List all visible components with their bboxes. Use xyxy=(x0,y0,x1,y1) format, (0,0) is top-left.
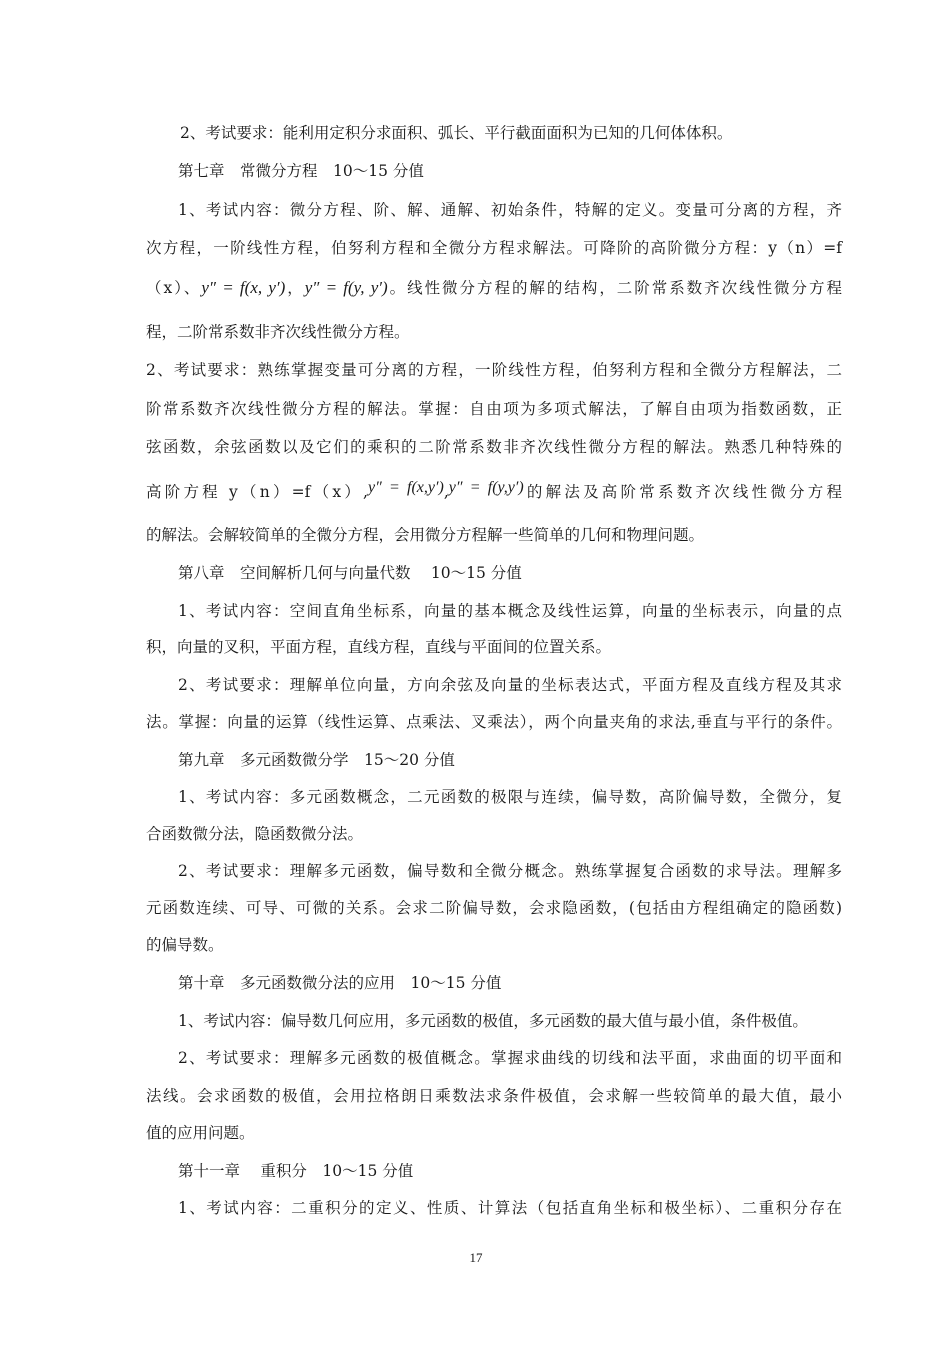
paragraph-line: 阶常系数齐次线性微分方程的解法。掌握：自由项为多项式解法，了解自由项为指数函数，正 xyxy=(146,400,842,418)
paragraph-line: 值的应用问题。 xyxy=(146,1124,255,1142)
paragraph-line: 合函数微分法，隐函数微分法。 xyxy=(146,825,364,843)
formula-suffix: 。线性微分方程的解的结构，二阶常系数齐次线性微分方程 xyxy=(387,279,842,297)
formula-prefix: 高阶方程 y（n）=f（x）, xyxy=(146,483,368,501)
paragraph-line: 次方程，一阶线性方程，伯努利方程和全微分方程求解法。可降阶的高阶微分方程：y（n）=f xyxy=(146,239,842,257)
paragraph-line: 2、考试要求：理解多元函数的极值概念。掌握求曲线的切线和法平面，求曲面的切平面和 xyxy=(178,1049,842,1067)
paragraph-line: 1、考试内容：空间直角坐标系，向量的基本概念及线性运算，向量的坐标表示，向量的点 xyxy=(178,602,842,620)
formula-2: y″ = f(y,y′) xyxy=(448,479,524,496)
paragraph-line: 程，二阶常系数非齐次线性微分方程。 xyxy=(146,323,410,341)
paragraph-line: 1、考试内容：微分方程、阶、解、通解、初始条件，特解的定义。变量可分离的方程，齐 xyxy=(178,201,842,219)
chapter-heading: 第十一章 重积分 10～15 分值 xyxy=(178,1162,414,1180)
formula-prefix: （x）、 xyxy=(146,279,202,297)
formula-line xyxy=(146,479,843,503)
paragraph-line: 2、考试要求：熟练掌握变量可分离的方程，一阶线性方程，伯努利方程和全微分方程解法，二 xyxy=(146,361,842,379)
paragraph-line: 2、考试要求：理解多元函数，偏导数和全微分概念。熟练掌握复合函数的求导法。理解多 xyxy=(178,862,842,880)
formula-separator: ， xyxy=(285,279,305,297)
formula-suffix: 的解法及高阶常系数齐次线性微分方程 xyxy=(523,483,843,501)
paragraph-line: 1、考试内容：多元函数概念，二元函数的极限与连续，偏导数，高阶偏导数，全微分，复 xyxy=(178,788,842,806)
paragraph-line: 元函数连续、可导、可微的关系。会求二阶偏导数，会求隐函数，(包括由方程组确定的隐函数) xyxy=(146,899,842,917)
paragraph-line: 2、考试要求：能利用定积分求面积、弧长、平行截面面积为已知的几何体体积。 xyxy=(180,124,733,142)
formula-1: y″ = f(x,y′) xyxy=(367,479,444,496)
paragraph-line: 1、考试内容：偏导数几何应用，多元函数的极值，多元函数的最大值与最小值，条件极值。 xyxy=(178,1012,808,1030)
chapter-heading: 第八章 空间解析几何与向量代数 10～15 分值 xyxy=(178,564,522,582)
chapter-heading: 第十章 多元函数微分法的应用 10～15 分值 xyxy=(178,974,502,992)
paragraph-line: 法。掌握：向量的运算（线性运算、点乘法、叉乘法），两个向量夹角的求法,垂直与平行的条件。 xyxy=(146,713,842,731)
formula-separator: , xyxy=(443,483,449,501)
formula-line xyxy=(146,278,842,298)
paragraph-line: 1、考试内容：二重积分的定义、性质、计算法（包括直角坐标和极坐标）、二重积分存在 xyxy=(178,1199,842,1217)
chapter-heading: 第九章 多元函数微分学 15～20 分值 xyxy=(178,751,455,769)
paragraph-line: 法线。会求函数的极值，会用拉格朗日乘数法求条件极值，会求解一些较简单的最大值，最小 xyxy=(146,1087,842,1105)
paragraph-line: 积，向量的叉积，平面方程，直线方程，直线与平面间的位置关系。 xyxy=(146,638,612,656)
paragraph-line: 的解法。会解较简单的全微分方程，会用微分方程解一些简单的几何和物理问题。 xyxy=(146,526,705,544)
page-number: 17 xyxy=(469,1250,483,1265)
paragraph-line: 弦函数，余弦函数以及它们的乘积的二阶常系数非齐次线性微分方程的解法。熟悉几种特殊的 xyxy=(146,438,842,456)
paragraph-line: 的偏导数。 xyxy=(146,936,224,954)
formula-1: y″ = f(x, y′) xyxy=(201,278,286,297)
chapter-heading: 第七章 常微分方程 10～15 分值 xyxy=(178,162,424,180)
paragraph-line: 2、考试要求：理解单位向量，方向余弦及向量的坐标表达式，平面方程及直线方程及其求 xyxy=(178,676,842,694)
formula-2: y″ = f(y, y′) xyxy=(304,278,388,297)
